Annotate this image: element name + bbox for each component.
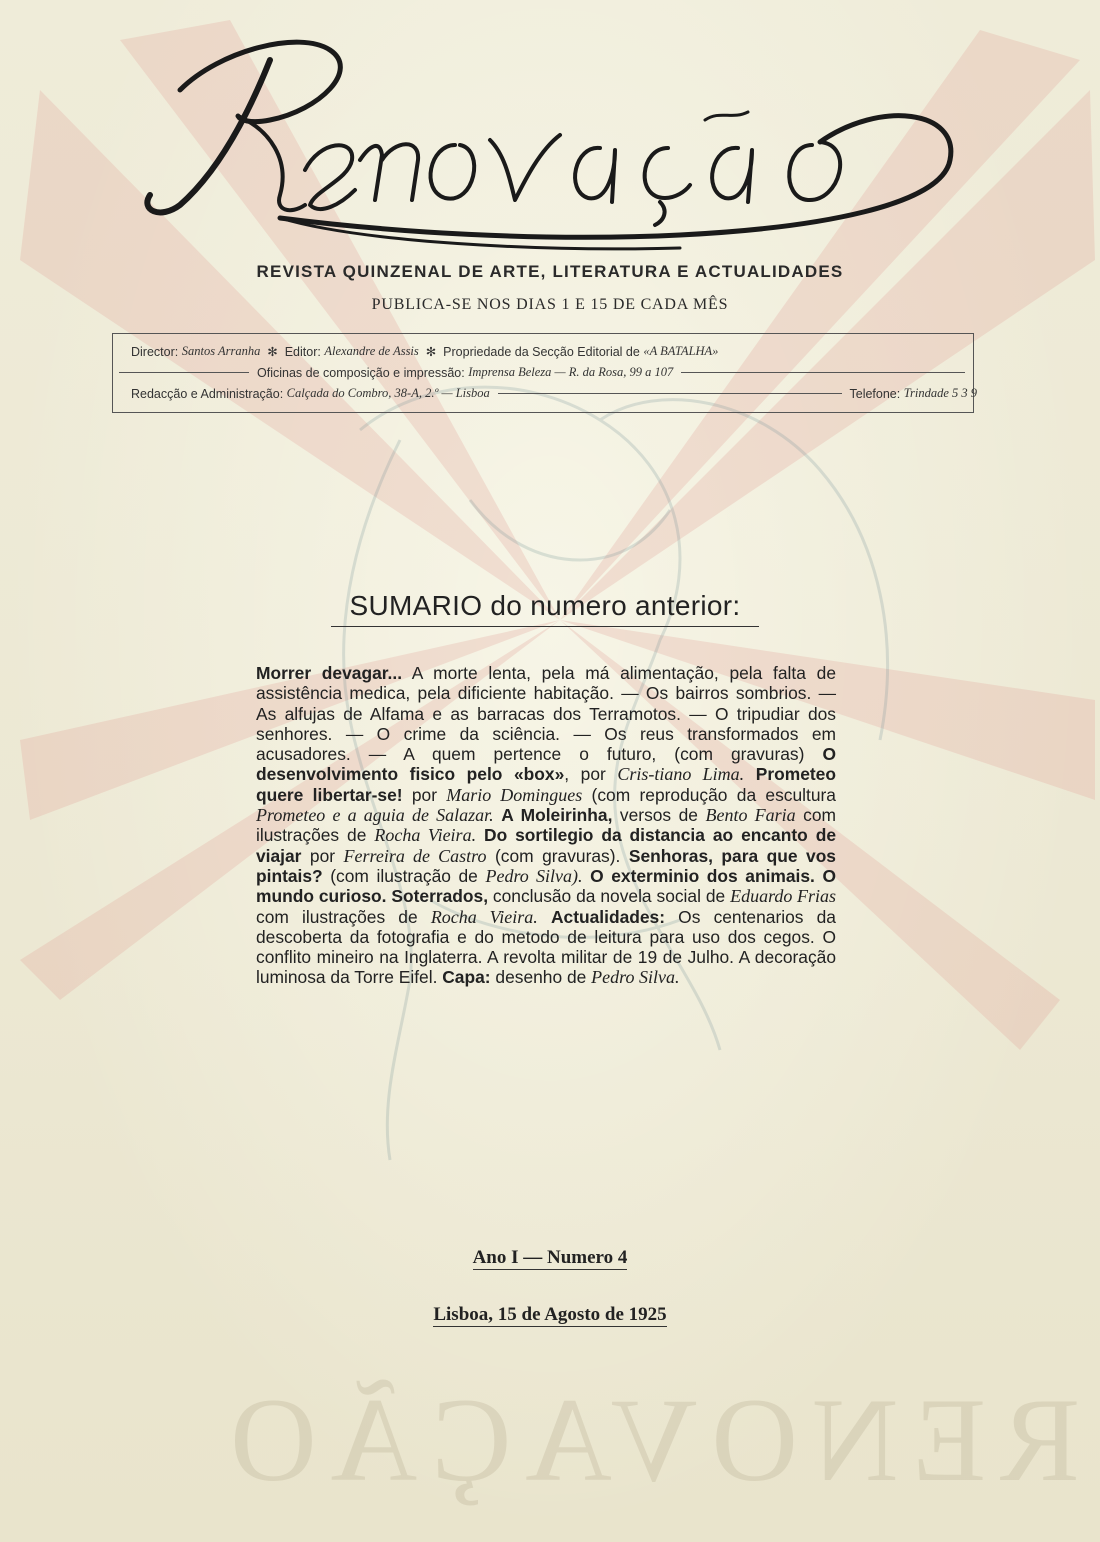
summary-italic: Eduardo Frias: [730, 886, 836, 907]
summary-text-run: por: [301, 845, 344, 866]
summary-text-run: por: [402, 784, 447, 805]
issue-number-text: Ano I — Numero 4: [472, 1247, 628, 1268]
summary-text-run: versos de: [612, 805, 706, 826]
summary-text-run: (com reprodução da escultura: [582, 784, 836, 805]
editor-label: Editor:: [284, 344, 321, 359]
summary-italic: Mario Domingues: [446, 784, 583, 805]
summary-bold: Senhoras, para que vos pintais?: [256, 845, 836, 886]
separator-ornament: ✻: [425, 345, 437, 359]
summary-italic: Rocha Vieira.: [430, 906, 538, 927]
summary-text-run: desenho de: [490, 967, 592, 988]
summary-bold: Morrer devagar...: [256, 663, 403, 683]
summary-bold: A Moleirinha,: [501, 805, 613, 826]
divider: [119, 372, 249, 373]
summary-text-run: A morte lenta, pela má alimentação, pela falta de assistência medica, pela dificiente habitação. — Os bairros sombrios. — As alfujas de Alfama e as barracas dos Terramotos. — O tripudiar dos senhores. — O crime da sciência. — Os reus transformados em acusadores. — A quem pertence o futuro, (com gravuras): [256, 663, 836, 765]
summary-italic: Pedro Silva.: [591, 967, 680, 988]
summary-text-run: conclusão da novela social de: [488, 886, 731, 907]
issue-date-text: Lisboa, 15 de Agosto de 1925: [433, 1304, 667, 1325]
director-label: Director:: [131, 344, 179, 359]
summary-text-run: com ilustrações de: [256, 906, 431, 927]
issue-date: [0, 1304, 1100, 1326]
summary-italic: Ferreira de Castro: [343, 845, 487, 866]
printing-label: Oficinas de composição e impressão:: [257, 365, 465, 380]
property-text: Propriedade da Secção Editorial de: [443, 344, 640, 359]
summary-bold: Actualidades:: [550, 906, 666, 927]
summary-bold: O exterminio dos animais. O mundo curioso. Soterrados,: [256, 865, 836, 907]
editorial-info-box: [112, 333, 977, 413]
summary-italic: Rocha Vieira.: [374, 825, 477, 846]
editor-name: Alexandre de Assis: [324, 344, 419, 358]
address-label: Redacção e Administração:: [131, 386, 284, 401]
summary-bold: Do sortilegio da distancia ao encanto de viajar: [256, 825, 836, 866]
summary-text-run: [744, 764, 756, 784]
summary-bold: Capa:: [442, 967, 491, 988]
divider: [681, 372, 965, 373]
summary-text-run: (com ilustração de: [322, 865, 486, 886]
summary-italic: Prometeo e a aguia de Salazar.: [256, 805, 494, 826]
divider: [498, 393, 842, 394]
summary-bold: O desenvolvimento fisico pelo «box»: [256, 744, 836, 785]
info-line-printing: [113, 365, 973, 380]
summary-text-run: Os centenarios da descoberta da fotografia e do metodo de leitura para uso dos cegos. O conflito mineiro na Inglaterra. A revolta militar de 19 de Julho. A decoração luminosa da Torre Eifel.: [256, 906, 836, 988]
phone-value: Trindade 5 3 9: [903, 386, 977, 400]
summary-text: [256, 663, 836, 988]
address-value: Calçada do Combro, 38-A, 2.º — Lisboa: [286, 386, 490, 400]
summary-italic: Pedro Silva).: [485, 865, 583, 886]
masthead-logo: [120, 20, 960, 260]
summary-text-run: , por: [564, 764, 618, 785]
info-line-address: [113, 386, 991, 401]
publication-schedule: PUBLICA-SE NOS DIAS 1 E 15 DE CADA MÊS: [371, 296, 729, 313]
director-name: Santos Arranha: [181, 344, 261, 358]
printing-value: Imprensa Beleza — R. da Rosa, 99 a 107: [468, 365, 674, 379]
summary-italic: Bento Faria: [705, 805, 796, 826]
info-line-staff: [113, 344, 991, 359]
summary-heading: SUMARIO do numero anterior:: [331, 590, 759, 627]
summary-text-run: [476, 825, 484, 845]
summary-italic: Cris-tiano Lima.: [617, 764, 745, 785]
summary-text-run: [583, 866, 591, 886]
property-name: «A BATALHA»: [643, 344, 719, 358]
phone-label: Telefone:: [849, 386, 901, 401]
summary-text-run: com ilustrações de: [256, 805, 837, 846]
summary-bold: Prometeo quere libertar-se!: [256, 764, 836, 805]
separator-ornament: ✻: [267, 345, 278, 359]
summary-text-run: [538, 907, 551, 927]
issue-number: [0, 1247, 1100, 1269]
summary-text-run: (com gravuras).: [486, 845, 629, 866]
mirrored-watermark: RENOVAÇÃO: [216, 1373, 1080, 1506]
magazine-subtitle: REVISTA QUINZENAL DE ARTE, LITERATURA E ACTUALIDADES: [256, 262, 844, 281]
